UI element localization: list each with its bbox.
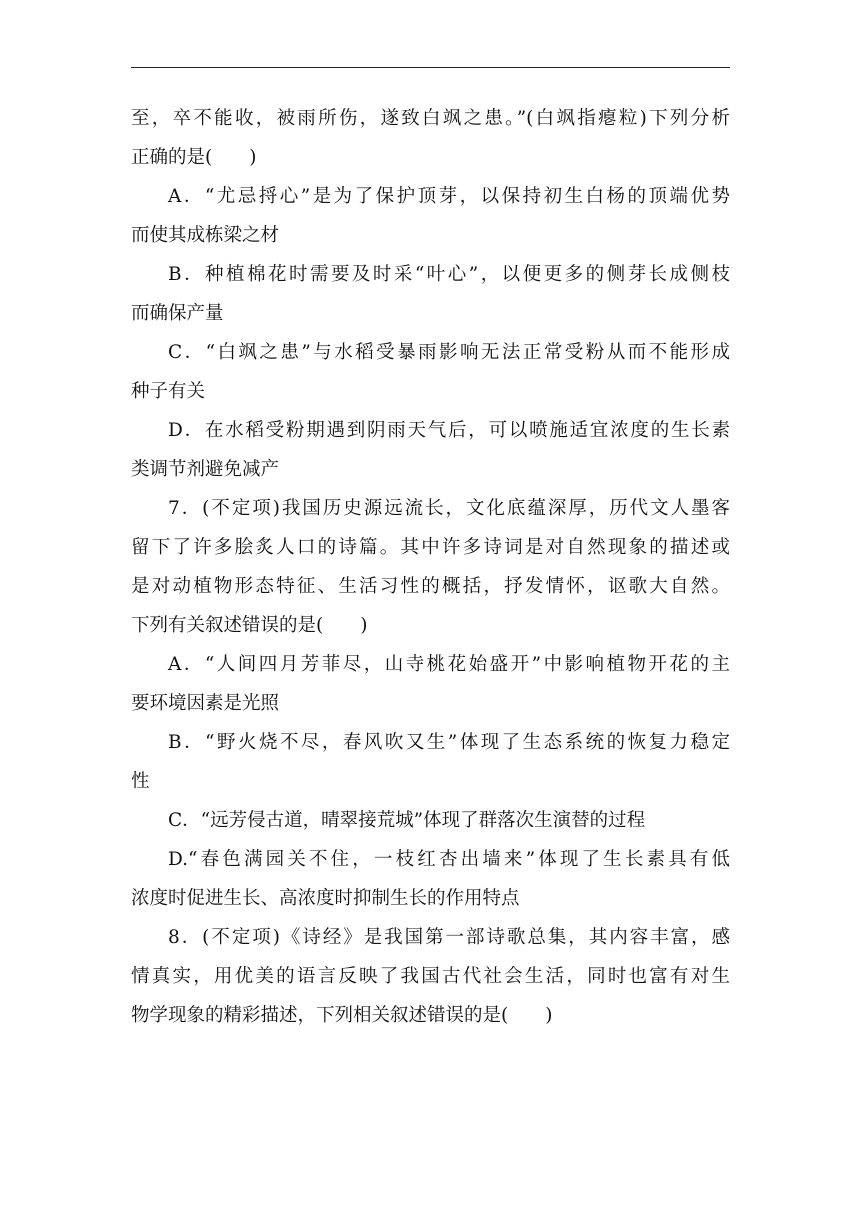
text-line: 要环境因素是光照 <box>131 693 280 714</box>
option-line: A．“人间四月芳菲尽，山寺桃花始盛开”中影响植物开花的主 <box>168 654 730 675</box>
text-line: 至，卒不能收，被雨所伤，遂致白飒之患。”(白飒指瘪粒)下列分析 <box>131 108 730 129</box>
text-line: 而使其成栋梁之材 <box>131 225 280 246</box>
option-line: D.“春色满园关不住，一枝红杏出墙来”体现了生长素具有低 <box>168 849 730 870</box>
text-line: 正确的是( ) <box>131 147 257 168</box>
text-line: 是对动植物形态特征、生活习性的概括，抒发情怀，讴歌大自然。 <box>131 576 730 597</box>
text-line: 留下了许多脍炙人口的诗篇。其中许多诗词是对自然现象的描述或 <box>131 537 730 558</box>
option-line: B．种植棉花时需要及时采“叶心”，以便更多的侧芽长成侧枝 <box>168 264 730 285</box>
document-body <box>131 99 730 1035</box>
option-line: C．“白飒之患”与水稻受暴雨影响无法正常受粉从而不能形成 <box>168 342 730 363</box>
option-line: C．“远芳侵古道，晴翠接荒城”体现了群落次生演替的过程 <box>168 810 646 831</box>
text-line: 类调节剂避免减产 <box>131 459 280 480</box>
question-line: 8．(不定项)《诗经》是我国第一部诗歌总集，其内容丰富，感 <box>168 927 730 948</box>
text-line: 而确保产量 <box>131 303 224 324</box>
text-line: 物学现象的精彩描述，下列相关叙述错误的是( ) <box>131 1005 553 1026</box>
text-line: 性 <box>131 771 150 792</box>
option-line: D．在水稻受粉期遇到阴雨天气后，可以喷施适宜浓度的生长素 <box>168 420 730 441</box>
text-line: 下列有关叙述错误的是( ) <box>131 615 368 636</box>
text-line: 浓度时促进生长、高浓度时抑制生长的作用特点 <box>131 888 520 909</box>
header-rule <box>131 67 730 68</box>
text-line: 种子有关 <box>131 381 206 402</box>
option-line: B．“野火烧不尽，春风吹又生”体现了生态系统的恢复力稳定 <box>168 732 730 753</box>
question-line: 7．(不定项)我国历史源远流长，文化底蕴深厚，历代文人墨客 <box>168 498 730 519</box>
text-line: 情真实，用优美的语言反映了我国古代社会生活，同时也富有对生 <box>131 966 730 987</box>
option-line: A．“尤忌捋心”是为了保护顶芽，以保持初生白杨的顶端优势 <box>168 186 730 207</box>
